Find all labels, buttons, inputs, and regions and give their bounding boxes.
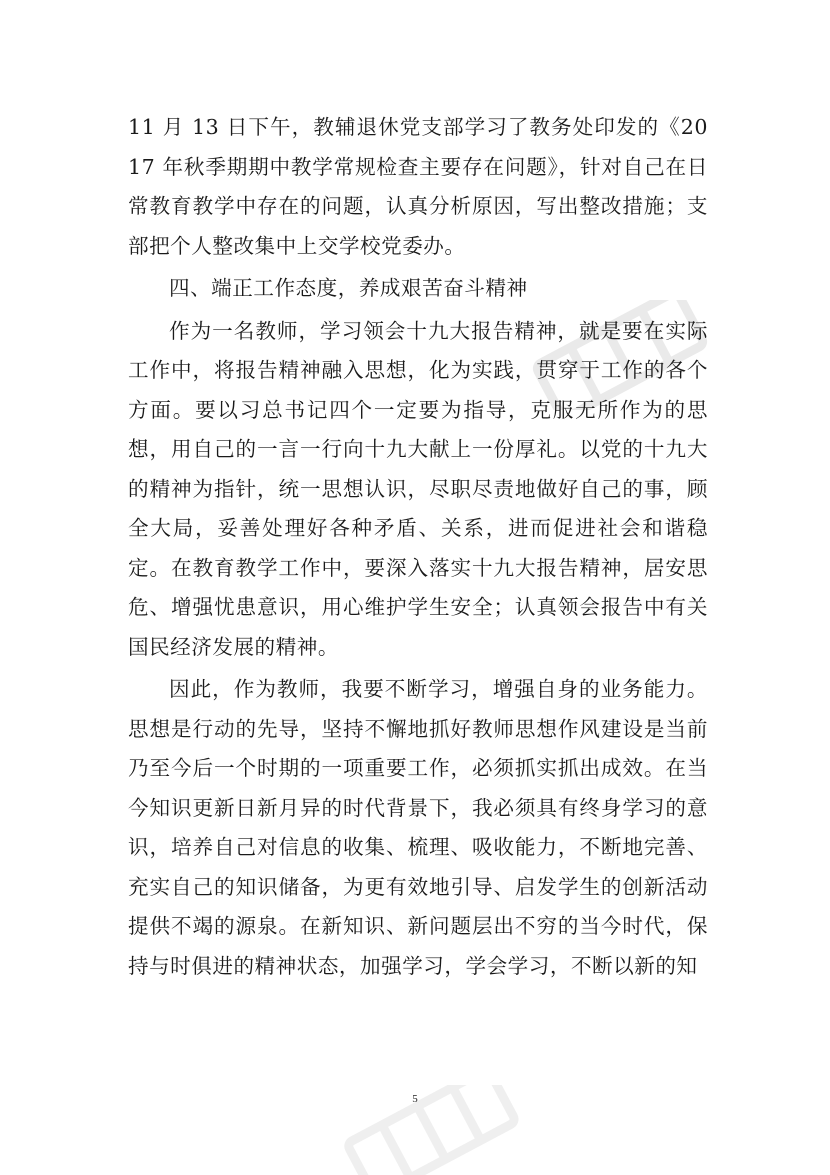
document-body — [128, 108, 708, 986]
paragraph-meeting-summary: 11 月 13 日下午，教辅退休党支部学习了教务处印发的《2017 年秋季期期中教学常规检查主要存在问题》，针对自己在日常教育教学中存在的问题，认真分析原因，写出整改措施；支部把个人整改集中上交学校党委办。 — [128, 115, 708, 258]
section-heading: 四、端正工作态度，养成艰苦奋斗精神 — [169, 276, 528, 300]
page-number: 5 — [412, 1093, 418, 1105]
paragraph-teacher-study: 作为一名教师，学习领会十九大报告精神，就是要在实际工作中，将报告精神融入思想，化为实践，贯穿于工作的各个方面。要以习总书记四个一定要为指导，克服无所作为的思想，用自己的一言一行向十九大献上一份厚礼。以党的十九大的精神为指针，统一思想认识，尽职尽责地做好自己的事，顾全大局，妥善处理好各种矛盾、关系，进而促进社会和谐稳定。在教育教学工作中，要深入落实十九大报告精神，居安思危、增强忧患意识，用心维护学生安全；认真领会报告中有关国民经济发展的精神。 — [128, 318, 708, 659]
paragraph-continuous-learning: 因此，作为教师，我要不断学习，增强自身的业务能力。思想是行动的先导，坚持不懈地抓好教师思想作风建设是当前乃至今后一个时期的一项重要工作，必须抓实抓出成效。在当今知识更新日新月异的时代背景下，我必须具有终身学习的意识，培养自己对信息的收集、梳理、吸收能力，不断地完善、充实自己的知识储备，为更有效地引导、启发学生的创新活动提供不竭的源泉。在新知识、新问题层出不穷的当今时代，保持与时俱进的精神状态，加强学习，学会学习，不断以新的知 — [128, 677, 708, 978]
